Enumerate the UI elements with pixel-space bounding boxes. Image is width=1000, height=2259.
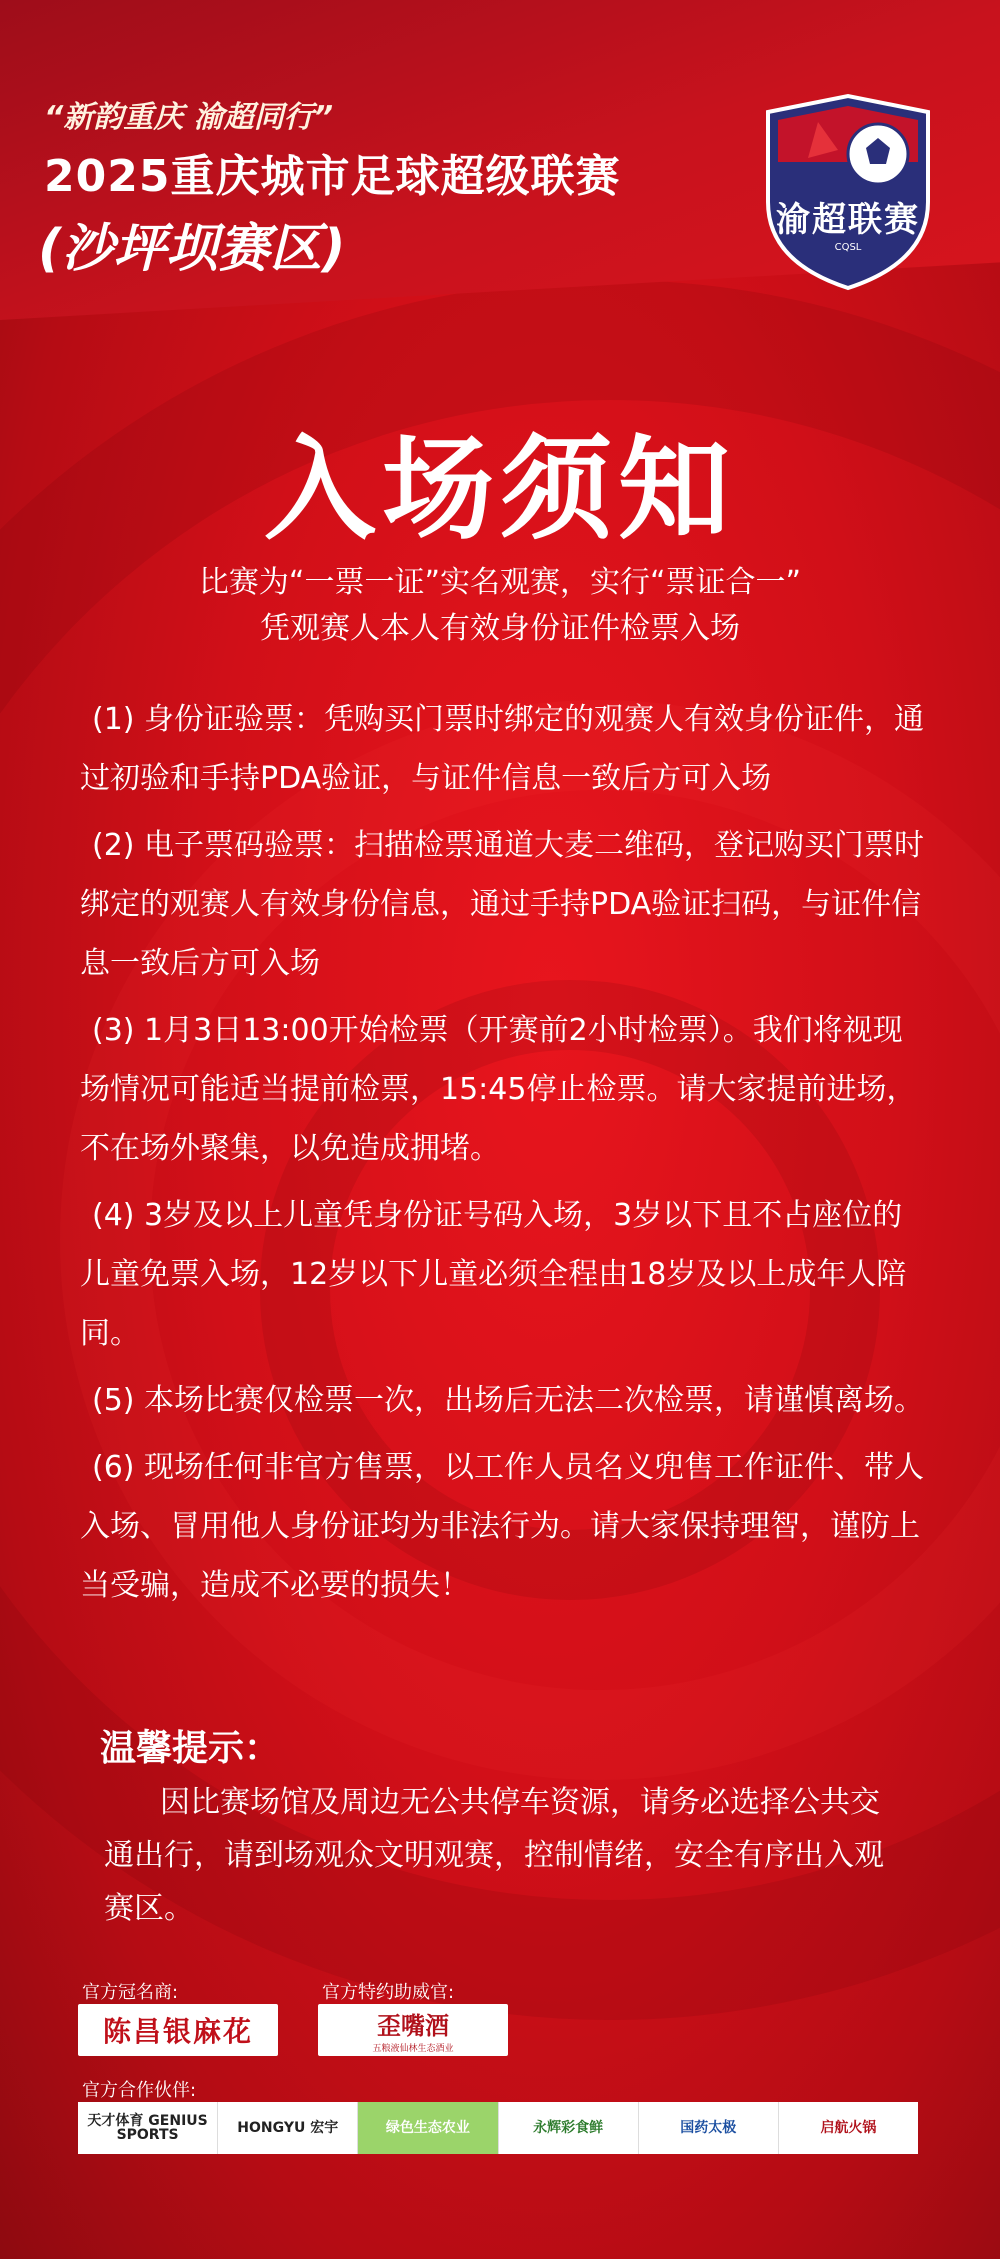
intro-line-2: 凭观赛人本人有效身份证件检票入场: [260, 611, 740, 646]
logo-text: 渝超联赛: [776, 200, 920, 240]
special-sponsor-name: 歪嘴酒: [377, 2011, 449, 2040]
partner-logo-2: HONGYU 宏宇: [218, 2102, 358, 2154]
partners-label: 官方合作伙伴:: [82, 2080, 197, 2101]
special-sponsor-label: 官方特约助威官:: [322, 1982, 455, 2003]
rule-item-3: (3) 1月3日13:00开始检票（开赛前2小时检票）。我们将视现场情况可能适当提前检票，15:45停止检票。请大家提前进场，不在场外聚集，以免造成拥堵。: [80, 1013, 917, 1166]
title-sponsor-label: 官方冠名商:: [82, 1982, 179, 2003]
tips-heading: 温馨提示：: [100, 1728, 281, 1769]
intro-text: [0, 560, 1000, 652]
intro-line-1: 比赛为“一票一证”实名观赛，实行“票证合一”: [198, 565, 802, 600]
rule-item-6: (6) 现场任何非官方售票，以工作人员名义兜售工作证件、带人入场、冒用他人身份证均为非法行为。请大家保持理智，谨防上当受骗，造成不必要的损失！: [80, 1450, 925, 1603]
partner-logo-3: 绿色生态农业: [358, 2102, 498, 2154]
partner-logo-4: 永辉彩食鲜: [499, 2102, 639, 2154]
tips-body: 因比赛场馆及周边无公共停车资源，请务必选择公共交通出行，请到场观众文明观赛，控制情绪，安全有序出入观赛区。: [104, 1785, 884, 1926]
rule-item-1: (1) 身份证验票：凭购买门票时绑定的观赛人有效身份证件，通过初验和手持PDA验证，与证件信息一致后方可入场: [80, 702, 925, 796]
partner-logo-1: 天才体育 GENIUS SPORTS: [78, 2102, 218, 2154]
rule-item-2: (2) 电子票码验票：扫描检票通道大麦二维码，登记购买门票时绑定的观赛人有效身份信息，通过手持PDA验证扫码，与证件信息一致后方可入场: [80, 828, 925, 981]
logo-small-text: CQSL: [834, 242, 862, 253]
header-title: 2025重庆城市足球超级联赛: [44, 151, 621, 202]
special-sponsor-sub: 五粮液仙林生态酒业: [372, 2044, 454, 2054]
notice-title: 入场须知: [264, 425, 736, 555]
rule-item-5: (5) 本场比赛仅检票一次，出场后无法二次检票，请谨慎离场。: [92, 1383, 925, 1418]
title-sponsor-logo: [78, 2004, 278, 2056]
title-sponsor-name: 陈昌银麻花: [102, 2015, 253, 2048]
rule-item-4: (4) 3岁及以上儿童凭身份证号码入场，3岁以下且不占座位的儿童免票入场，12岁以下儿童必须全程由18岁及以上成年人陪同。: [80, 1198, 907, 1351]
league-logo: [748, 92, 948, 292]
header-slogan: “新韵重庆 渝超同行”: [44, 100, 334, 135]
rules-list: [80, 690, 930, 1623]
header-subtitle: (沙坪坝赛区): [38, 219, 346, 279]
partner-logo-5: 国药太极: [639, 2102, 779, 2154]
special-sponsor-logo: [318, 2004, 508, 2056]
partner-logo-6: 启航火锅: [820, 2120, 877, 2136]
partner-logo-strip: [78, 2102, 918, 2154]
